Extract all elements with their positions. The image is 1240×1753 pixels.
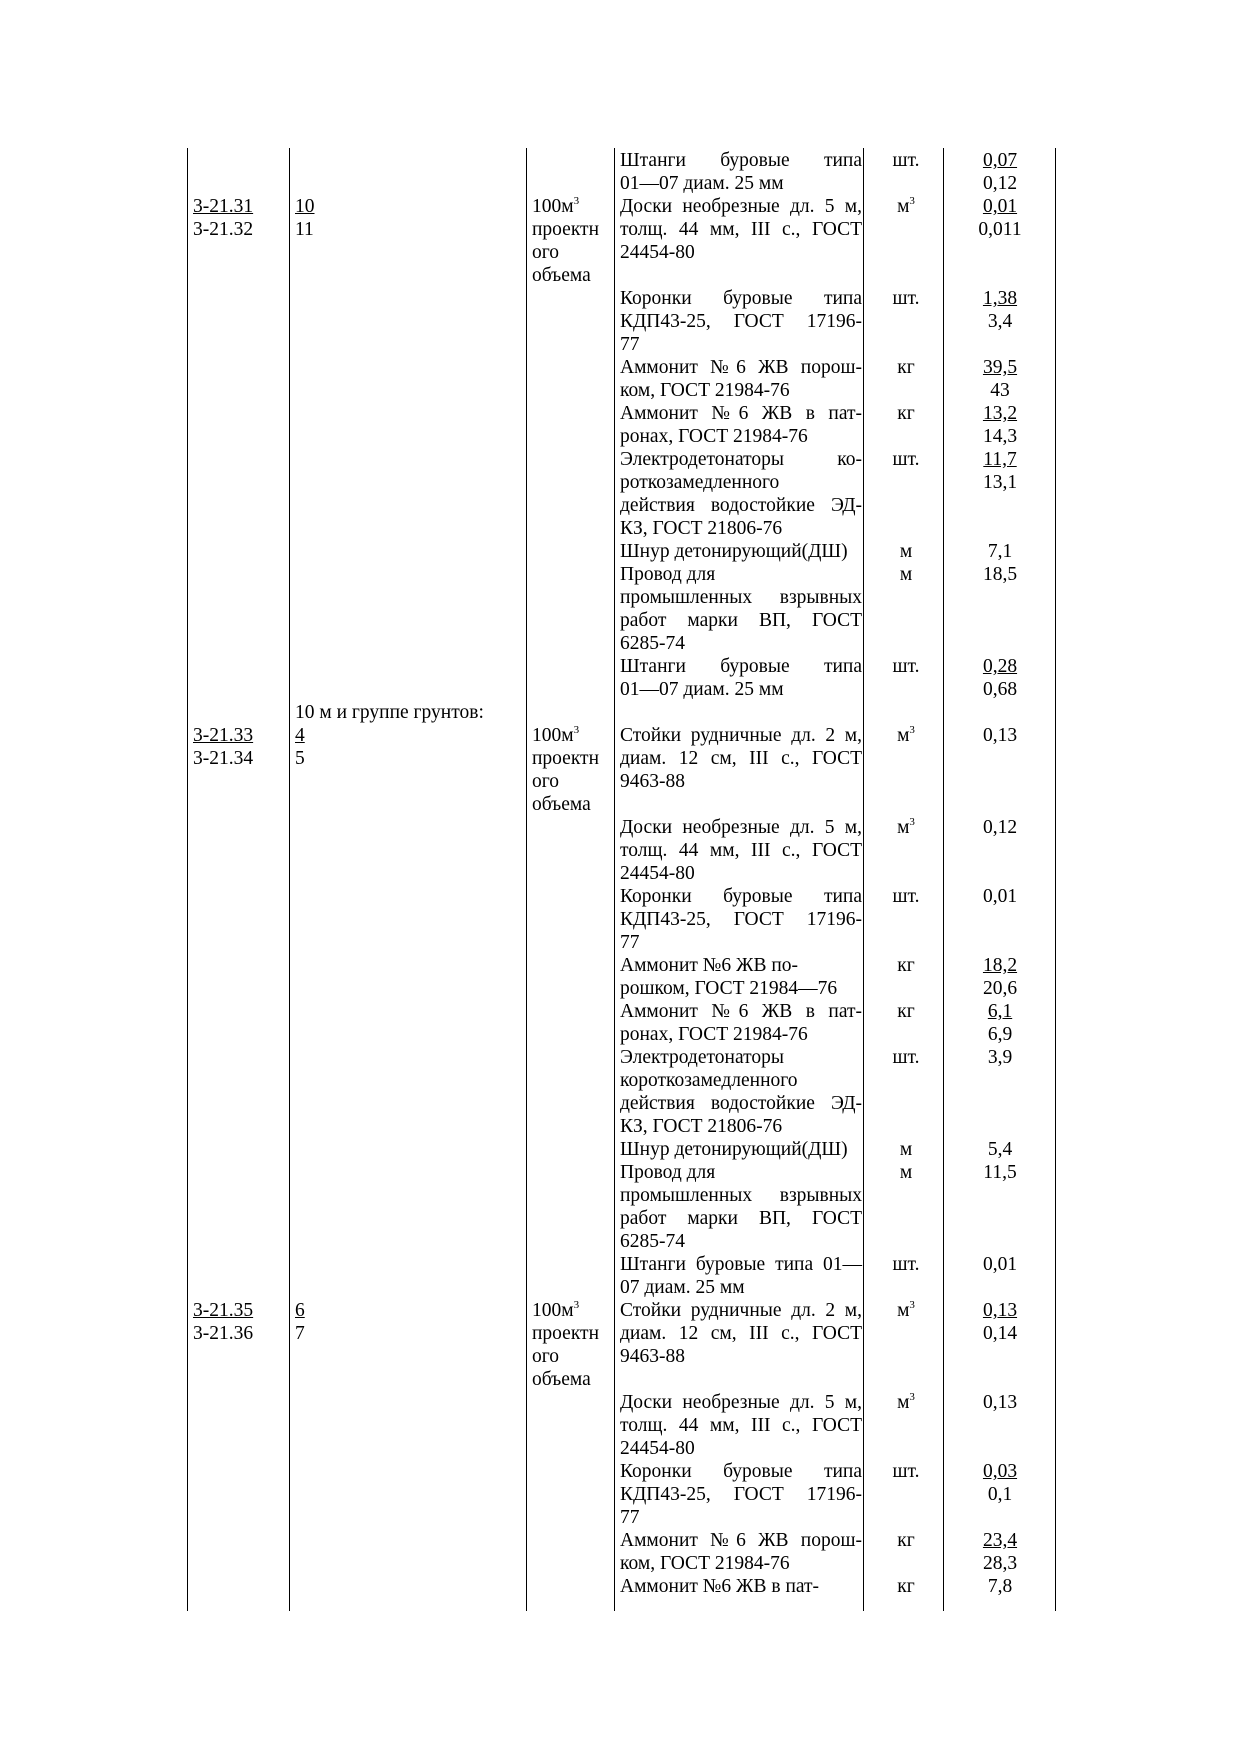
unit-line: объема <box>532 1369 591 1390</box>
norm-value: 14,3 <box>982 426 1018 447</box>
norm-value: 1,38 <box>982 288 1018 309</box>
material-name <box>620 1460 862 1529</box>
text: м <box>897 1300 910 1321</box>
material-name-line: 9463-88 <box>620 1346 685 1367</box>
material-name-line: КДП43-25, ГОСТ 17196- <box>620 311 862 332</box>
unit-line <box>532 724 614 747</box>
material-unit <box>866 1138 946 1161</box>
variant-number: 10 <box>295 196 315 217</box>
material-name-line: Штанги буровые типа <box>620 150 862 171</box>
material-name-line: Штанги буровые типа <box>620 656 862 677</box>
material-norm-values <box>948 149 1052 195</box>
material-norm-values <box>948 563 1052 586</box>
material-name <box>620 1529 862 1575</box>
material-name-line: Аммонит №6 ЖВ в пат- <box>620 403 862 424</box>
text: шт. <box>892 656 920 677</box>
superscript: 3 <box>573 1298 580 1311</box>
column-divider <box>863 148 864 1611</box>
group-measure-unit <box>532 1299 614 1391</box>
material-name-line: Коронки буровые типа <box>620 288 862 309</box>
material-unit <box>866 954 946 977</box>
material-name <box>620 724 862 793</box>
material-name-line: короткозамедленного <box>620 1070 798 1091</box>
superscript: 3 <box>573 194 580 207</box>
material-norm-values <box>948 1529 1052 1575</box>
material-name-line: 24454-80 <box>620 1438 695 1459</box>
superscript: 3 <box>909 1390 915 1403</box>
group-codes <box>193 1299 283 1345</box>
material-unit <box>866 1460 946 1483</box>
material-unit <box>866 563 946 586</box>
material-name-line: диам. 12 см, III с., ГОСТ <box>620 1323 862 1344</box>
norm-value: 6,1 <box>987 1001 1013 1022</box>
text: 100м <box>532 725 574 746</box>
text: м <box>899 1162 913 1183</box>
norm-value: 0,13 <box>982 1300 1018 1321</box>
text: кг <box>897 955 915 976</box>
material-name-line: работ марки ВП, ГОСТ <box>620 610 862 631</box>
material-name-line: Аммонит №6 ЖВ по- <box>620 955 799 976</box>
code-number: 3-21.32 <box>193 219 254 240</box>
norm-value: 11,5 <box>983 1162 1017 1183</box>
material-name <box>620 885 862 954</box>
text: м <box>897 1392 910 1413</box>
unit-line: проектн <box>532 219 600 240</box>
material-name-line: ком, ГОСТ 21984-76 <box>620 1553 790 1574</box>
material-unit <box>866 655 946 678</box>
text: шт. <box>892 1254 920 1275</box>
material-unit <box>866 356 946 379</box>
material-name <box>620 1046 862 1138</box>
material-name <box>620 287 862 356</box>
material-norm-values <box>948 402 1052 448</box>
material-name-line: толщ. 44 мм, III с., ГОСТ <box>620 1415 862 1436</box>
norm-value: 13,2 <box>982 403 1018 424</box>
unit-line: ого <box>532 242 560 263</box>
text: кг <box>897 1001 915 1022</box>
material-norm-values <box>948 195 1052 241</box>
norm-value: 39,5 <box>982 357 1018 378</box>
material-name <box>620 356 862 402</box>
material-norm-values <box>948 885 1052 908</box>
material-name <box>620 563 862 655</box>
material-norm-values <box>948 1138 1052 1161</box>
code-number: 3-21.36 <box>193 1323 254 1344</box>
norm-value: 0,01 <box>982 886 1018 907</box>
material-norm-values <box>948 1391 1052 1414</box>
norm-value: 18,2 <box>982 955 1018 976</box>
norm-value: 3,9 <box>987 1047 1013 1068</box>
group-variants <box>295 724 525 770</box>
material-name-line: Провод для <box>620 1162 716 1183</box>
material-name-line: Доски необрезные дл. 5 м, <box>620 196 862 217</box>
text: м <box>899 564 913 585</box>
material-unit <box>866 1529 946 1552</box>
material-name <box>620 816 862 885</box>
material-unit <box>866 1253 946 1276</box>
text: м <box>897 196 910 217</box>
code-number: 3-21.35 <box>193 1300 254 1321</box>
text: шт. <box>892 1047 920 1068</box>
material-name <box>620 1253 862 1299</box>
material-unit <box>866 149 946 172</box>
material-unit <box>866 402 946 425</box>
variant-number: 4 <box>295 725 305 746</box>
variant-number: 11 <box>295 219 314 240</box>
material-unit <box>866 1046 946 1069</box>
norm-value: 0,03 <box>982 1461 1018 1482</box>
text: кг <box>897 403 915 424</box>
material-norm-values <box>948 1253 1052 1276</box>
text: кг <box>897 1530 915 1551</box>
material-name <box>620 1299 862 1368</box>
material-name-line: 24454-80 <box>620 863 695 884</box>
material-name <box>620 1391 862 1460</box>
material-name-line: Электродетонаторы ко- <box>620 449 862 470</box>
material-name-line: 01—07 диам. 25 мм <box>620 679 784 700</box>
material-name-line: 6285-74 <box>620 1231 685 1252</box>
material-name <box>620 402 862 448</box>
text: 100м <box>532 1300 574 1321</box>
material-norm-values <box>948 954 1052 1000</box>
norm-value: 23,4 <box>982 1530 1018 1551</box>
material-name <box>620 1575 862 1598</box>
material-unit <box>866 1000 946 1023</box>
material-name <box>620 149 862 195</box>
norm-value: 0,13 <box>982 1392 1018 1413</box>
material-name-line: Доски необрезные дл. 5 м, <box>620 1392 862 1413</box>
material-name-line: 24454-80 <box>620 242 695 263</box>
norm-value: 11,7 <box>983 449 1017 470</box>
material-name-line: 01—07 диам. 25 мм <box>620 173 784 194</box>
material-name-line: 07 диам. 25 мм <box>620 1277 745 1298</box>
material-name-line: 9463-88 <box>620 771 685 792</box>
material-name-line: ронах, ГОСТ 21984-76 <box>620 1024 808 1045</box>
material-name-line: Аммонит №6 ЖВ порош- <box>620 1530 862 1551</box>
material-name-line: КЗ, ГОСТ 21806-76 <box>620 518 783 539</box>
material-name-line: Аммонит №6 ЖВ в пат- <box>620 1001 862 1022</box>
superscript: 3 <box>909 815 915 828</box>
norm-value: 18,5 <box>982 564 1018 585</box>
material-name-line: Стойки рудничные дл. 2 м, <box>620 1300 862 1321</box>
code-number: 3-21.31 <box>193 196 254 217</box>
norm-value: 0,68 <box>982 679 1018 700</box>
material-norm-values <box>948 724 1052 747</box>
material-name-line: Штанги буровые типа 01— <box>620 1254 862 1275</box>
norm-value: 0,28 <box>982 656 1018 677</box>
norm-value: 7,1 <box>987 541 1013 562</box>
variant-number: 5 <box>295 748 305 769</box>
norm-value: 0,1 <box>987 1484 1013 1505</box>
group-measure-unit <box>532 195 614 287</box>
material-unit <box>866 816 946 839</box>
unit-line: ого <box>532 1346 560 1367</box>
material-unit <box>866 287 946 310</box>
group-heading: 10 м и группе грунтов: <box>295 702 484 723</box>
norm-value: 0,011 <box>978 219 1022 240</box>
norm-value: 7,8 <box>987 1576 1013 1597</box>
text: кг <box>897 1576 915 1597</box>
material-name-line: ронах, ГОСТ 21984-76 <box>620 426 808 447</box>
material-name-line: роткозамедленного <box>620 472 780 493</box>
superscript: 3 <box>909 194 915 207</box>
material-name <box>620 195 862 264</box>
material-norm-values <box>948 1046 1052 1069</box>
column-divider <box>289 148 290 1611</box>
material-name-line: 77 <box>620 1507 640 1528</box>
material-name-line: рошком, ГОСТ 21984—76 <box>620 978 838 999</box>
superscript: 3 <box>909 723 915 736</box>
material-name-line: действия водостойкие ЭД- <box>620 1093 862 1114</box>
text: шт. <box>892 449 920 470</box>
material-unit <box>866 885 946 908</box>
norm-value: 0,01 <box>982 196 1018 217</box>
material-name-line: КДП43-25, ГОСТ 17196- <box>620 1484 862 1505</box>
norm-value: 13,1 <box>982 472 1018 493</box>
unit-line: проектн <box>532 748 600 769</box>
material-norm-values <box>948 655 1052 701</box>
unit-line: объема <box>532 265 591 286</box>
unit-line: проектн <box>532 1323 600 1344</box>
material-unit <box>866 1161 946 1184</box>
material-name-line: диам. 12 см, III с., ГОСТ <box>620 748 862 769</box>
text: шт. <box>892 886 920 907</box>
material-name-line: КДП43-25, ГОСТ 17196- <box>620 909 862 930</box>
material-name <box>620 655 862 701</box>
norm-value: 0,01 <box>982 1254 1018 1275</box>
material-norm-values <box>948 816 1052 839</box>
text: м <box>897 725 910 746</box>
material-norm-values <box>948 1299 1052 1345</box>
material-name <box>620 448 862 540</box>
material-norm-values <box>948 1161 1052 1184</box>
norm-value: 3,4 <box>987 311 1013 332</box>
variant-number: 6 <box>295 1300 305 1321</box>
text: 100м <box>532 196 574 217</box>
material-unit <box>866 1299 946 1322</box>
column-divider <box>526 148 527 1611</box>
material-name-line: 77 <box>620 932 640 953</box>
material-name-line: Стойки рудничные дл. 2 м, <box>620 725 862 746</box>
material-name-line: Провод для <box>620 564 716 585</box>
unit-line: объема <box>532 794 591 815</box>
variant-number: 7 <box>295 1323 305 1344</box>
material-name <box>620 954 862 1000</box>
material-name-line: толщ. 44 мм, III с., ГОСТ <box>620 219 862 240</box>
material-unit <box>866 1575 946 1598</box>
material-unit <box>866 724 946 747</box>
material-norm-values <box>948 287 1052 333</box>
material-norm-values <box>948 1460 1052 1506</box>
material-name-line: действия водостойкие ЭД- <box>620 495 862 516</box>
unit-line: ого <box>532 771 560 792</box>
material-name-line: Коронки буровые типа <box>620 886 862 907</box>
material-name <box>620 1138 862 1161</box>
norm-value: 43 <box>990 380 1010 401</box>
material-norm-values <box>948 540 1052 563</box>
norm-value: 28,3 <box>982 1553 1018 1574</box>
code-number: 3-21.33 <box>193 725 254 746</box>
material-name-line: промышленных взрывных <box>620 587 862 608</box>
text: м <box>899 541 913 562</box>
norm-value: 0,07 <box>982 150 1018 171</box>
group-variants <box>295 1299 525 1345</box>
norm-value: 5,4 <box>987 1139 1013 1160</box>
material-name <box>620 540 862 563</box>
material-name-line: Электродетонаторы <box>620 1047 784 1068</box>
norm-value: 0,13 <box>982 725 1018 746</box>
text: м <box>897 817 910 838</box>
material-norm-values <box>948 356 1052 402</box>
column-divider <box>614 148 615 1611</box>
table-border-left <box>187 148 188 1611</box>
text: м <box>899 1139 913 1160</box>
norm-value: 6,9 <box>987 1024 1013 1045</box>
norm-value: 20,6 <box>982 978 1018 999</box>
unit-line <box>532 195 614 218</box>
group-measure-unit <box>532 724 614 816</box>
norm-value: 0,12 <box>982 173 1018 194</box>
material-name <box>620 1161 862 1253</box>
text: шт. <box>892 150 920 171</box>
material-name-line: 6285-74 <box>620 633 685 654</box>
material-norm-values <box>948 1575 1052 1598</box>
material-unit <box>866 540 946 563</box>
material-name-line: промышленных взрывных <box>620 1185 862 1206</box>
text: шт. <box>892 1461 920 1482</box>
material-name-line: Шнур детонирующий(ДШ) <box>620 541 848 562</box>
material-name-line: работ марки ВП, ГОСТ <box>620 1208 862 1229</box>
text: кг <box>897 357 915 378</box>
material-name-line: Коронки буровые типа <box>620 1461 862 1482</box>
table-border-right <box>1055 148 1056 1611</box>
material-unit <box>866 1391 946 1414</box>
material-unit <box>866 448 946 471</box>
norm-value: 0,12 <box>982 817 1018 838</box>
group-variants <box>295 195 525 241</box>
material-unit <box>866 195 946 218</box>
material-name-line: Шнур детонирующий(ДШ) <box>620 1139 848 1160</box>
text: шт. <box>892 288 920 309</box>
material-name-line: ком, ГОСТ 21984-76 <box>620 380 790 401</box>
unit-line <box>532 1299 614 1322</box>
material-name-line: толщ. 44 мм, III с., ГОСТ <box>620 840 862 861</box>
superscript: 3 <box>909 1298 915 1311</box>
material-name-line: КЗ, ГОСТ 21806-76 <box>620 1116 783 1137</box>
material-norm-values <box>948 1000 1052 1046</box>
material-name <box>620 1000 862 1046</box>
norm-value: 0,14 <box>982 1323 1018 1344</box>
group-codes <box>193 195 283 241</box>
group-codes <box>193 724 283 770</box>
material-name-line: Аммонит №6 ЖВ в пат- <box>620 1576 820 1597</box>
material-name-line: Аммонит №6 ЖВ порош- <box>620 357 862 378</box>
material-name-line: Доски необрезные дл. 5 м, <box>620 817 862 838</box>
material-norm-values <box>948 448 1052 494</box>
code-number: 3-21.34 <box>193 748 254 769</box>
material-name-line: 77 <box>620 334 640 355</box>
superscript: 3 <box>573 723 580 736</box>
